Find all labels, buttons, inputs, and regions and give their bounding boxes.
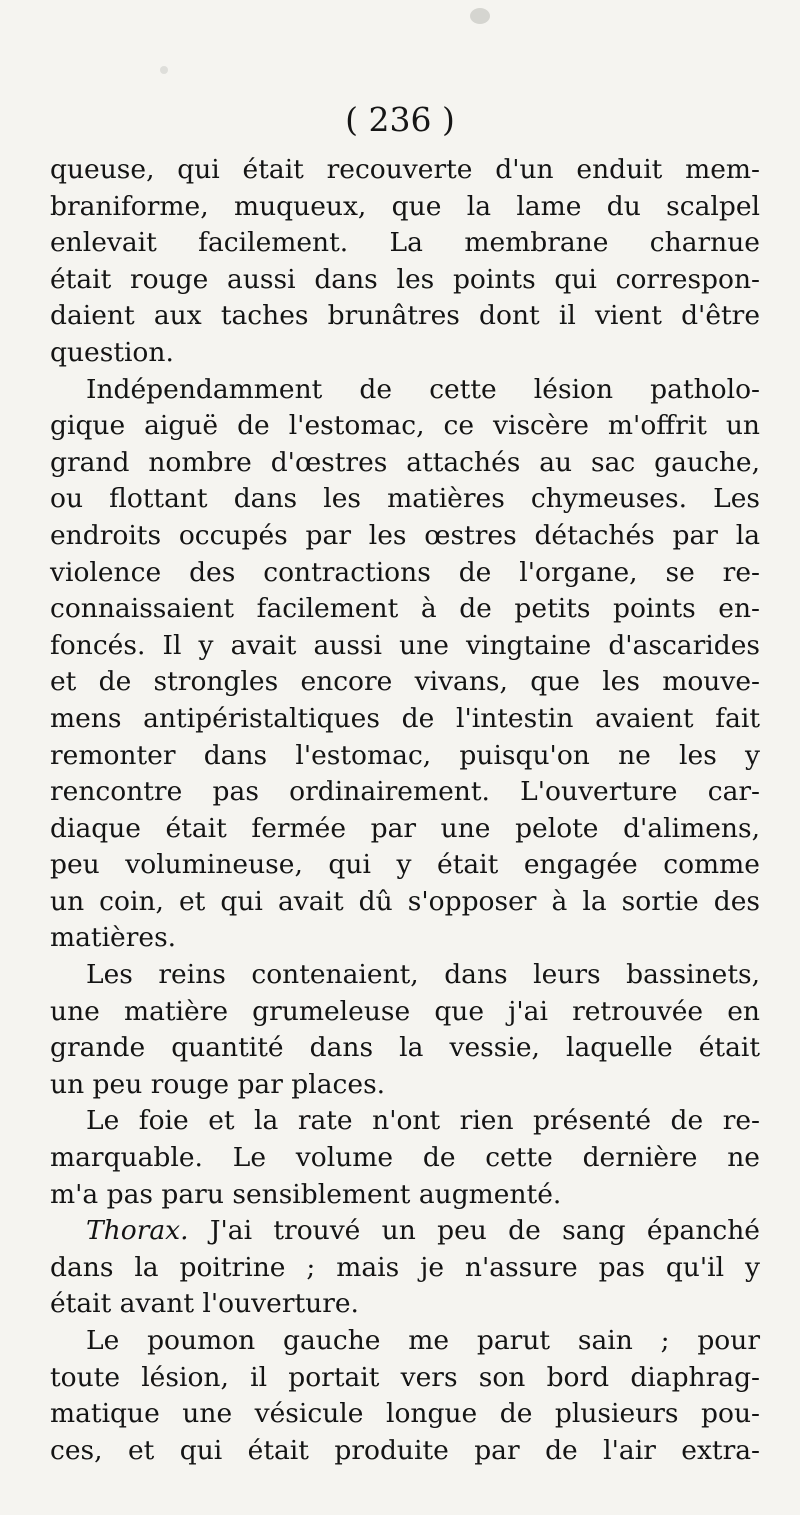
ink-spot: [470, 8, 490, 24]
page-number: ( 236 ): [345, 100, 455, 139]
text-line: Les reins contenaient, dans leurs bassinets,: [86, 959, 760, 991]
text-line: braniforme, muqueux, que la lame du scalpel: [50, 190, 760, 222]
text-line: un coin, et qui avait dû s'opposer à la sortie des: [50, 885, 760, 917]
text-line: foncés. Il y avait aussi une vingtaine d'ascarides: [50, 629, 760, 661]
text-line: et de strongles encore vivans, que les mouve-: [50, 666, 760, 698]
text-line: dans la poitrine ; mais je n'assure pas qu'il y: [50, 1251, 760, 1283]
text-line: grand nombre d'œstres attachés au sac gauche,: [50, 446, 760, 478]
text-line: un peu rouge par places.: [50, 1068, 386, 1100]
paragraph: [50, 372, 760, 958]
paragraph: [50, 957, 760, 1103]
text-line: violence des contractions de l'organe, se re-: [50, 556, 760, 588]
text-line: matières.: [50, 922, 177, 954]
text-line: toute lésion, il portait vers son bord diaphrag-: [50, 1361, 760, 1393]
paragraph: [50, 152, 760, 372]
text-line: daient aux taches brunâtres dont il vient d'être: [50, 300, 760, 332]
text-line: connaissaient facilement à de petits points en-: [50, 593, 760, 625]
text-line: enlevait facilement. La membrane charnue: [50, 227, 760, 259]
text-line: Le foie et la rate n'ont rien présenté de re-: [86, 1105, 760, 1137]
text-line: Le poumon gauche me parut sain ; pour: [86, 1325, 760, 1356]
body-text: [50, 152, 760, 1469]
text-line: était avant l'ouverture.: [50, 1288, 359, 1320]
text-line: endroits occupés par les œstres détachés par la: [50, 519, 760, 551]
text-line: marquable. Le volume de cette dernière ne: [50, 1142, 760, 1174]
text-line: ces, et qui était produite par de l'air extra-: [50, 1434, 760, 1466]
text-line: queuse, qui était recouverte d'un enduit mem-: [50, 154, 760, 185]
text-line: une matière grumeleuse que j'ai retrouvée en: [50, 995, 760, 1027]
text-line: peu volumineuse, qui y était engagée comme: [50, 849, 760, 881]
text-line: matique une vésicule longue de plusieurs pou-: [50, 1398, 760, 1430]
paragraph: [50, 1103, 760, 1213]
section-heading-thorax: Thorax.: [86, 1215, 189, 1247]
text-line: Indépendamment de cette lésion patholo-: [86, 373, 760, 405]
text-line: diaque était fermée par une pelote d'alimens,: [50, 812, 760, 844]
ink-spot: [160, 66, 168, 74]
text-line: m'a pas paru sensiblement augmenté.: [50, 1178, 562, 1210]
text-fragment: J'ai trouvé un peu de sang épanché: [188, 1215, 760, 1247]
paragraph: [50, 1213, 760, 1323]
paragraph: [50, 1323, 760, 1469]
text-line: mens antipéristaltiques de l'intestin avaient fait: [50, 702, 760, 734]
text-line: rencontre pas ordinairement. L'ouverture car-: [50, 776, 760, 808]
text-line: grande quantité dans la vessie, laquelle était: [50, 1032, 760, 1064]
text-line: question.: [50, 336, 174, 368]
text-line: [50, 1213, 760, 1250]
text-line: était rouge aussi dans les points qui correspon-: [50, 263, 760, 295]
text-line: ou flottant dans les matières chymeuses. Les: [50, 483, 760, 515]
text-line: remonter dans l'estomac, puisqu'on ne les y: [50, 739, 760, 771]
text-line: gique aiguë de l'estomac, ce viscère m'offrit un: [50, 410, 760, 442]
